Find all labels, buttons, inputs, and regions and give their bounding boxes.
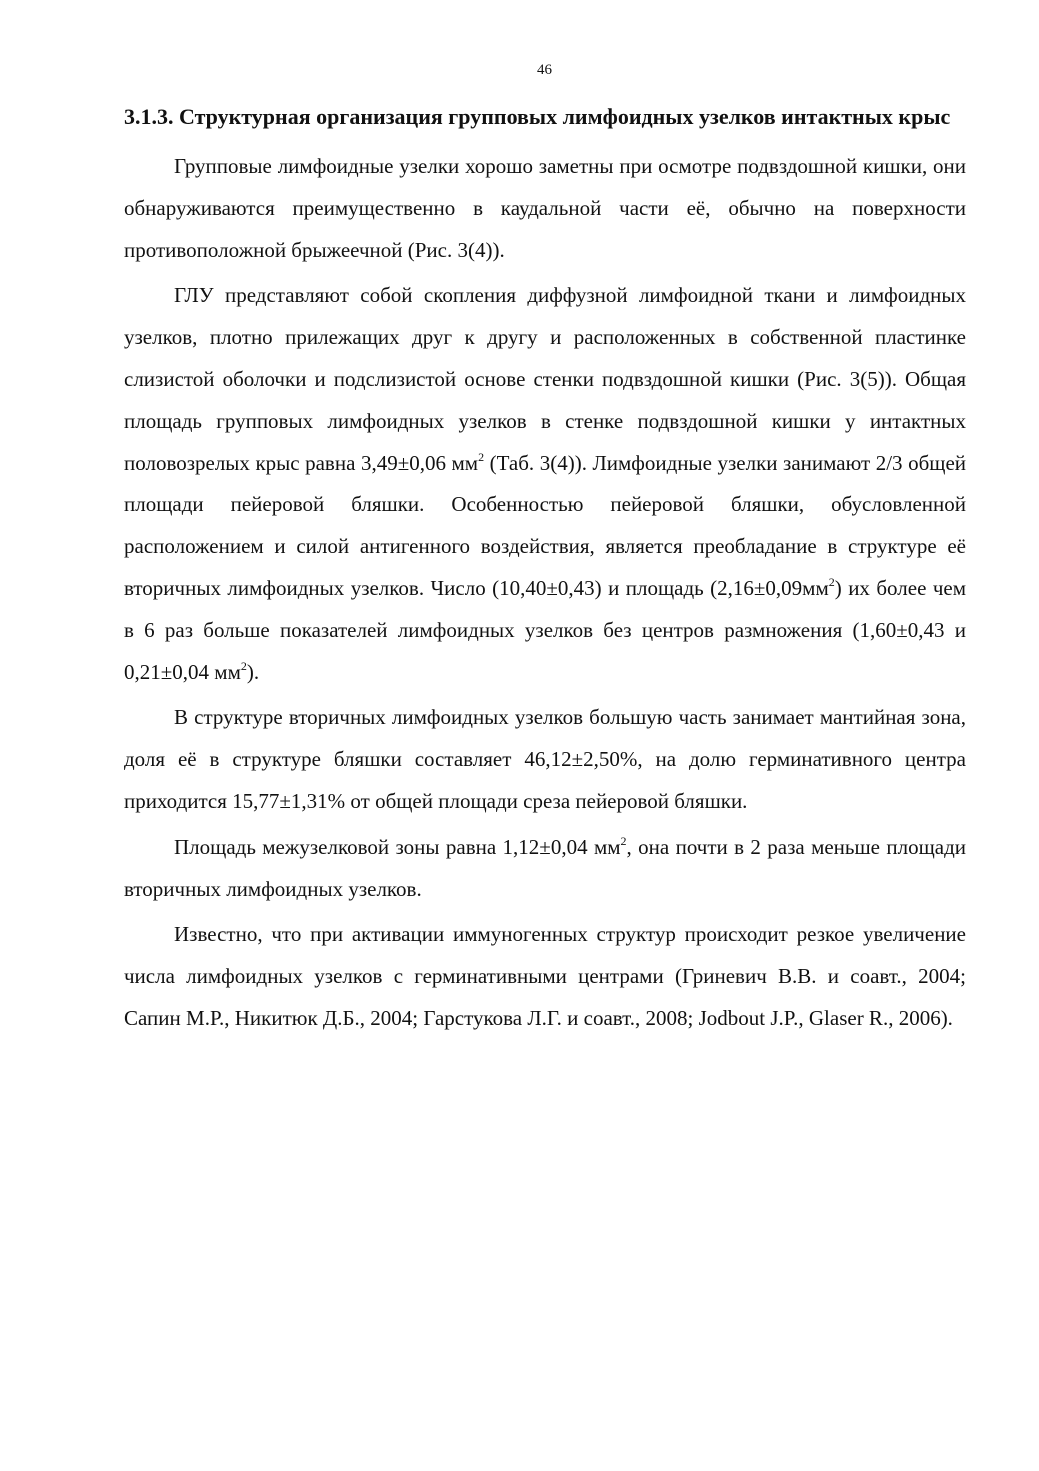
paragraph-5 (124, 914, 966, 1039)
paragraph-text: В структуре вторичных лимфоидных узелков большую часть занимает мантийная зона, доля её в структуре бляшки составляет 46,12±2,50%, на долю герминативного центра приходится 15,77±1,31% от общей площади среза пейеровой бляшки. (124, 705, 966, 813)
paragraph-2 (124, 275, 966, 693)
paragraph-4 (124, 827, 966, 911)
superscript: 2 (828, 574, 835, 589)
page-number: 46 (537, 62, 552, 78)
section-heading: 3.1.3. Структурная организация групповых лимфоидных узелков интактных крыс (124, 104, 951, 129)
paragraph-text: Известно, что при активации иммуногенных структур происходит резкое увеличение числа лимфоидных узелков с герминативными центрами (Гриневич В.В. и соавт., 2004; Сапин М.Р., Никитюк Д.Б., 2004; Гарстукова Л.Г. и соавт., 2008; Jodbout J.P., Glaser R., 2006). (124, 922, 966, 1030)
superscript: 2 (620, 833, 627, 848)
paragraph-text: ГЛУ представляют собой скопления диффузной лимфоидной ткани и лимфоидных узелков, плотно прилежащих друг к другу и расположенных в собственной пластинке слизистой оболочки и подслизистой основе стенки подвздошной кишки (Рис. 3(5)). Общая площадь групповых лимфоидных узелков в стенке подвздошной кишки у интактных половозрелых крыс равна 3,49±0,06 мм (124, 283, 966, 475)
paragraph-text: , она почти в 2 раза меньше площади вторичных лимфоидных узелков. (124, 834, 966, 901)
paragraph-text: ). (246, 659, 260, 684)
paragraph-text: Площадь межузелковой зоны равна 1,12±0,04 мм (174, 834, 621, 859)
paragraph-3 (124, 697, 966, 822)
superscript: 2 (478, 449, 485, 464)
paragraph-text: Групповые лимфоидные узелки хорошо заметны при осмотре подвздошной кишки, они обнаруживаются преимущественно в каудальной части её, обычно на поверхности противоположной брыжеечной (Рис. 3(4)). (124, 154, 966, 262)
paragraph-text: ) их более чем в 6 раз больше показателей лимфоидных узелков без центров размножения (1,60±0,43 и 0,21±0,04 мм (124, 575, 966, 684)
document-body (124, 96, 966, 1044)
paragraph-text: (Таб. 3(4)). Лимфоидные узелки занимают 2/3 общей площади пейеровой бляшки. Особенностью пейеровой бляшки, обусловленной расположением и силой антигенного воздействия, является преобладание в структуре её вторичных лимфоидных узелков. Число (10,40±0,43) и площадь (2,16±0,09мм (124, 450, 967, 600)
superscript: 2 (240, 658, 247, 673)
paragraph-1 (124, 146, 966, 271)
